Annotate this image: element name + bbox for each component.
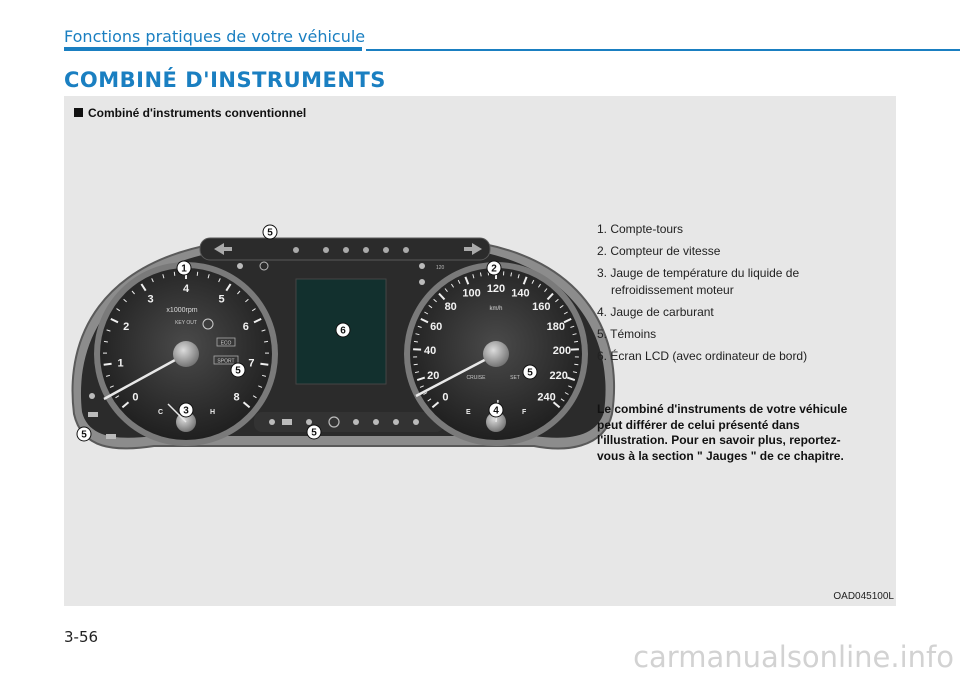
gauge-tick	[104, 341, 108, 342]
lamp-icon-5	[383, 247, 389, 253]
gauge-number: 80	[444, 301, 457, 313]
sport-label: SPORT	[217, 358, 235, 365]
gauge-number: 0	[442, 391, 449, 404]
gauge-number: 240	[537, 391, 556, 404]
bottom-lamp-icon-7	[393, 419, 399, 425]
lamp-icon-2	[323, 247, 329, 253]
gauge-number: 5	[218, 293, 225, 306]
speed-limit-120-icon: 120	[436, 265, 445, 271]
tach-hub	[173, 341, 199, 367]
left-lamp-icon-1	[89, 393, 95, 399]
gauge-number: 120	[486, 283, 506, 295]
gauge-number: 4	[182, 283, 190, 295]
abs-icon	[237, 263, 243, 269]
page-number: 3-56	[64, 628, 99, 646]
speedo-unit: km/h	[489, 306, 503, 312]
gauge-tick	[414, 341, 418, 342]
gauge-number: 180	[546, 321, 565, 334]
gauge-tick	[260, 364, 268, 365]
legend-item: 3. Jauge de température du liquide de	[597, 266, 800, 280]
callout-number: 2	[491, 263, 497, 275]
gauge-number: 140	[511, 287, 530, 300]
gauge-number: 1	[117, 357, 124, 370]
gauge-tick	[104, 364, 112, 365]
gauge-tick	[197, 272, 198, 276]
temp-hot-label: H	[210, 409, 216, 416]
fuel-empty-label: E	[466, 409, 471, 416]
caption-bullet	[74, 108, 83, 117]
gauge-tick	[174, 272, 175, 276]
gauge-number: 2	[123, 321, 130, 334]
gauge-number: 7	[248, 357, 255, 370]
gauge-number: 220	[549, 369, 568, 382]
legend-item: 1. Compte-tours	[597, 222, 684, 236]
gauge-tick	[574, 341, 578, 342]
gauge-number: 3	[147, 293, 154, 306]
note-text: Le combiné d'instruments de votre véhicule peut différer de celui présenté dans l'illustration. Pour en savoir plus, reportez-vous à la section " Jauges " de ce chapitre.	[597, 402, 848, 463]
callout-number: 1	[181, 263, 187, 275]
left-lamp-icon-3	[106, 434, 116, 439]
figure-code: OAD045100L	[833, 591, 894, 602]
lamp-icon-4	[363, 247, 369, 253]
left-lamp-icon-2	[88, 412, 98, 417]
legend-item: 2. Compteur de vitesse	[597, 244, 721, 258]
callout-number: 5	[81, 429, 87, 441]
bottom-lamp-icon-3	[306, 419, 312, 425]
tach-unit: x1000rpm	[166, 307, 198, 314]
lamp-icon-6	[403, 247, 409, 253]
lamp-icon-1	[293, 247, 299, 253]
gauge-number: 0	[132, 391, 139, 404]
cruise-label: CRUISE	[466, 375, 486, 381]
callout-number: 4	[493, 405, 499, 417]
bottom-lamp-icon-8	[413, 419, 419, 425]
figure-caption	[74, 106, 306, 120]
bottom-lamp-icon-5	[353, 419, 359, 425]
gauge-number: 160	[532, 301, 551, 313]
gauge-number: 200	[552, 345, 572, 358]
legend-item-continued: refroidissement moteur	[611, 283, 734, 297]
header-rule-thin	[366, 49, 960, 51]
bottom-lamp-icon-1	[269, 419, 275, 425]
key-out-label: KEY OUT	[175, 320, 197, 326]
gauge-number: 6	[242, 321, 249, 334]
instrument-cluster-illustration	[64, 224, 624, 469]
set-label: SET	[510, 375, 520, 381]
gauge-number: 20	[427, 369, 440, 382]
gauge-tick	[264, 341, 268, 342]
legend-item: 4. Jauge de carburant	[597, 305, 714, 319]
gauge-number: 8	[233, 391, 240, 404]
figure-panel	[64, 96, 896, 606]
gauge-tick	[414, 364, 418, 365]
lamp-icon-3	[343, 247, 349, 253]
callout-number: 5	[527, 367, 533, 379]
eco-label: ECO	[220, 340, 232, 347]
temp-cold-label: C	[158, 409, 164, 416]
callout-number: 5	[235, 365, 241, 377]
caption-text: Combiné d'instruments conventionnel	[88, 106, 307, 120]
legend-list	[597, 222, 867, 371]
watermark: carmanualsonline.info	[633, 640, 954, 674]
callout-number: 5	[267, 227, 273, 239]
callout-number: 6	[340, 325, 346, 337]
right-lamp-icon-1	[419, 263, 425, 269]
gauge-number: 100	[462, 287, 481, 300]
right-lamp-icon-2	[419, 279, 425, 285]
speedo-hub	[483, 341, 509, 367]
header-rule-thick	[64, 47, 362, 51]
page-title: COMBINÉ D'INSTRUMENTS	[64, 68, 386, 92]
gauge-number: 40	[423, 345, 437, 358]
fuel-full-label: F	[522, 409, 527, 416]
battery-icon	[282, 419, 292, 425]
legend-item: 5. Témoins	[597, 327, 657, 341]
legend-item: 6. Écran LCD (avec ordinateur de bord)	[597, 349, 808, 363]
gauge-tick	[574, 364, 578, 365]
callout-number: 3	[183, 405, 189, 417]
section-header: Fonctions pratiques de votre véhicule	[64, 27, 366, 46]
bottom-lamp-icon-6	[373, 419, 379, 425]
callout-number: 5	[311, 427, 317, 439]
gauge-number: 60	[430, 321, 443, 334]
